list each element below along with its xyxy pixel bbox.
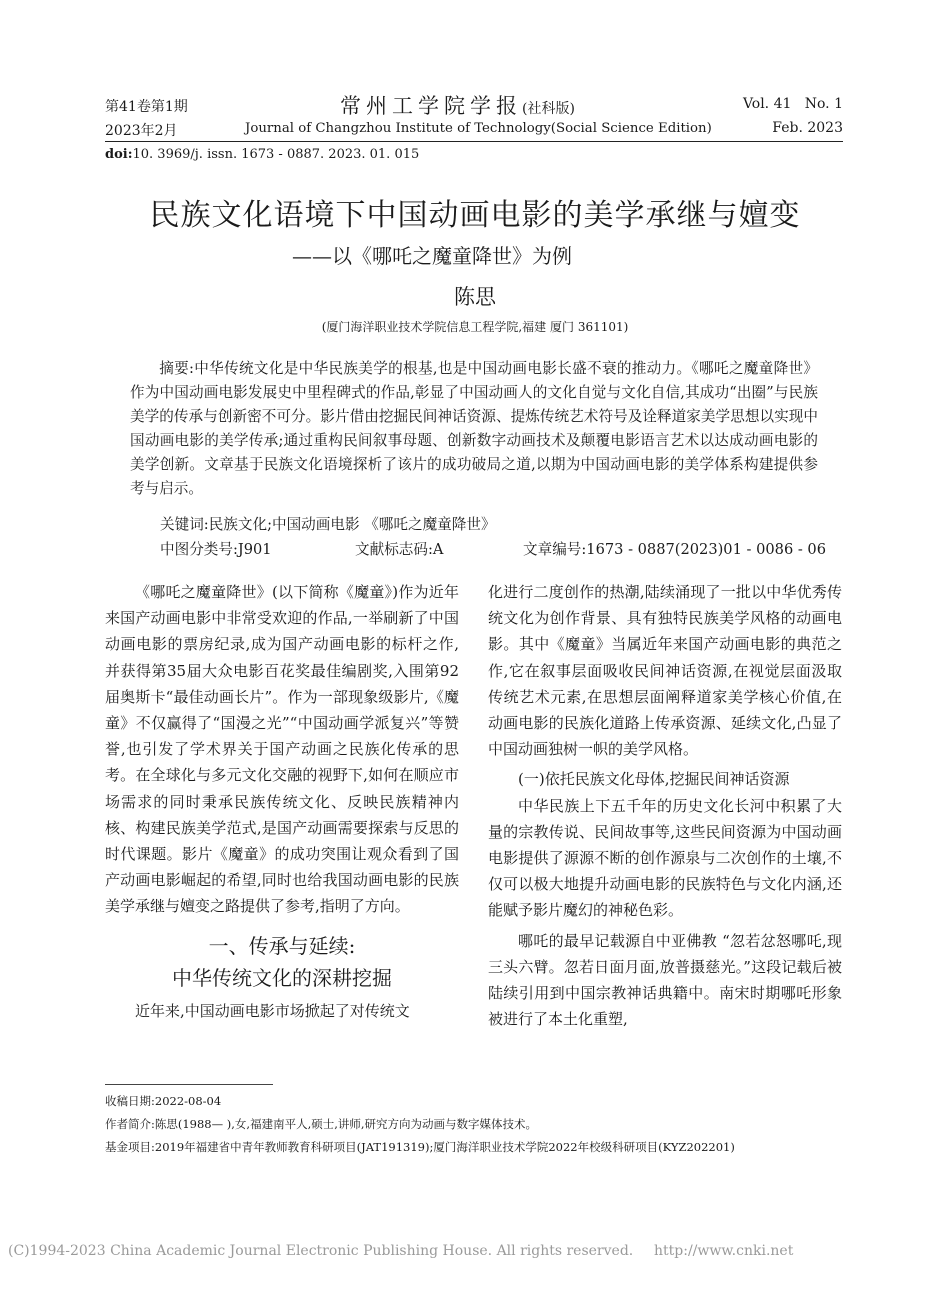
volume-issue-cn: 第41卷第1期	[105, 99, 188, 115]
journal-title-en: Journal of Changzhou Institute of Technology(Social Science Edition)	[245, 121, 712, 136]
date-en: Feb. 2023	[772, 120, 843, 136]
article-title: 民族文化语境下中国动画电影的美学承继与嬗变	[149, 198, 801, 233]
volume-issue-en: Vol. 41 No. 1	[742, 96, 843, 112]
section-heading-line2: 中华传统文化的深耕挖掘	[172, 965, 392, 990]
author-affiliation: (厦门海洋职业技术学院信息工程学院,福建 厦门 361101)	[321, 320, 629, 334]
author-name: 陈思	[454, 285, 496, 309]
funding-note: 基金项目:2019年福建省中青年教师教育科研项目(JAT191319);厦门海洋职业技术学院2022年校级科研项目(KYZ202201)	[105, 1140, 735, 1154]
document-code: 文献标志码:A	[355, 541, 444, 558]
footnote-rule	[105, 1084, 273, 1085]
body-paragraph: 《哪吒之魔童降世》(以下简称《魔童》)作为近年来国产动画电影中非常受欢迎的作品,一举刷新了中国动画电影的票房纪录,成为国产动画电影的标杆之作,并获得第35届大众电影百花奖最佳编剧奖,入围第92届奥斯卡“最佳动画长片”。作为一部现象级影片,《魔童》不仅赢得了“国漫之光”“中国动画学派复兴”等赞誉,也引发了学术界关于国产动画之民族化传承的思考。在全球化与多元文化交融的视野下,如何在顺应市场需求的同时秉承民族传统文化、反映民族精神内核、构建民族美学范式,是国产动画需要探索与反思的时代课题。影片《魔童》的成功突围让观众看到了国产动画电影崛起的希望,同时也给我国动画电影的民族美学承继与嬗变之路提供了参考,指明了方向。	[105, 583, 459, 916]
journal-suffix: (社科版)	[522, 101, 575, 117]
abstract: 摘要:中华传统文化是中华民族美学的根基,也是中国动画电影长盛不衰的推动力。《哪吒之魔童降世》作为中国动画电影发展史中里程碑式的作品,彰显了中国动画人的文化自觉与文化自信,其成功“出圈”与民族美学的传承与创新密不可分。影片借由挖掘民间神话资源、提炼传统艺术符号及诠释道家美学思想以实现中国动画电影的美学传承;通过重构民间叙事母题、创新数字动画技术及颠覆电影语言艺术以达成动画电影的美学创新。文章基于民族文化语境探析了该片的成功破局之道,以期为中国动画电影的美学体系构建提供参考与启示。	[130, 360, 818, 497]
doi-value: 10. 3969/j. issn. 1673 - 0887. 2023. 01. 015	[132, 147, 420, 162]
left-column	[105, 579, 459, 1024]
doi-line	[105, 147, 419, 162]
article-subtitle: ——以《哪吒之魔童降世》为例	[292, 244, 572, 268]
journal-title-cn	[340, 90, 575, 120]
body-paragraph: 哪吒的最早记载源自中亚佛教 “忽若忿怒哪吒,现三头六臂。忽若日面月面,放普摄慈光。”这段记载后被陆续引用到中国宗教神话典籍中。南宋时期哪吒形象被进行了本土化重塑,	[488, 931, 842, 1029]
article-number: 文章编号:1673 - 0887(2023)01 - 0086 - 06	[523, 541, 827, 558]
body-paragraph: 中华民族上下五千年的历史文化长河中积累了大量的宗教传说、民间故事等,这些民间资源为中国动画电影提供了源源不断的创作源泉与二次创作的土壤,不仅可以极大地提升动画电影的民族特色与文化内涵,还能赋予影片魔幻的神秘色彩。	[488, 796, 842, 920]
date-cn: 2023年2月	[105, 123, 178, 139]
received-date: 收稿日期:2022-08-04	[105, 1094, 222, 1108]
right-column	[488, 579, 842, 1032]
body-paragraph: 化进行二度创作的热潮,陆续涌现了一批以中华优秀传统文化为创作背景、具有独特民族美学风格的动画电影。其中《魔童》当属近年来国产动画电影的典范之作,它在叙事层面吸收民间神话资源,在视觉层面汲取传统艺术元素,在思想层面阐释道家美学核心价值,在动画电影的民族化道路上传承资源、延续文化,凸显了中国动画独树一帜的美学风格。	[488, 583, 842, 759]
section-heading-line1: 一、传承与延续:	[208, 933, 356, 958]
doi-label: doi:	[105, 147, 133, 162]
journal-name: 常州工学院学报	[340, 94, 522, 118]
clc-number: 中图分类号:J901	[160, 541, 272, 558]
author-bio: 作者简介:陈思(1988— ),女,福建南平人,硕士,讲师,研究方向为动画与数字媒体技术。	[105, 1117, 538, 1131]
cnki-url[interactable]: http://www.cnki.net	[654, 1243, 794, 1259]
keywords: 关键词:民族文化;中国动画电影 《哪吒之魔童降世》	[160, 516, 496, 533]
body-paragraph: 近年来,中国动画电影市场掀起了对传统文	[135, 1001, 410, 1020]
subsection-heading: (一)依托民族文化母体,挖掘民间神话资源	[518, 770, 790, 789]
header-rule	[105, 141, 843, 142]
copyright-watermark: (C)1994-2023 China Academic Journal Electronic Publishing House. All rights reserved.	[8, 1243, 634, 1259]
